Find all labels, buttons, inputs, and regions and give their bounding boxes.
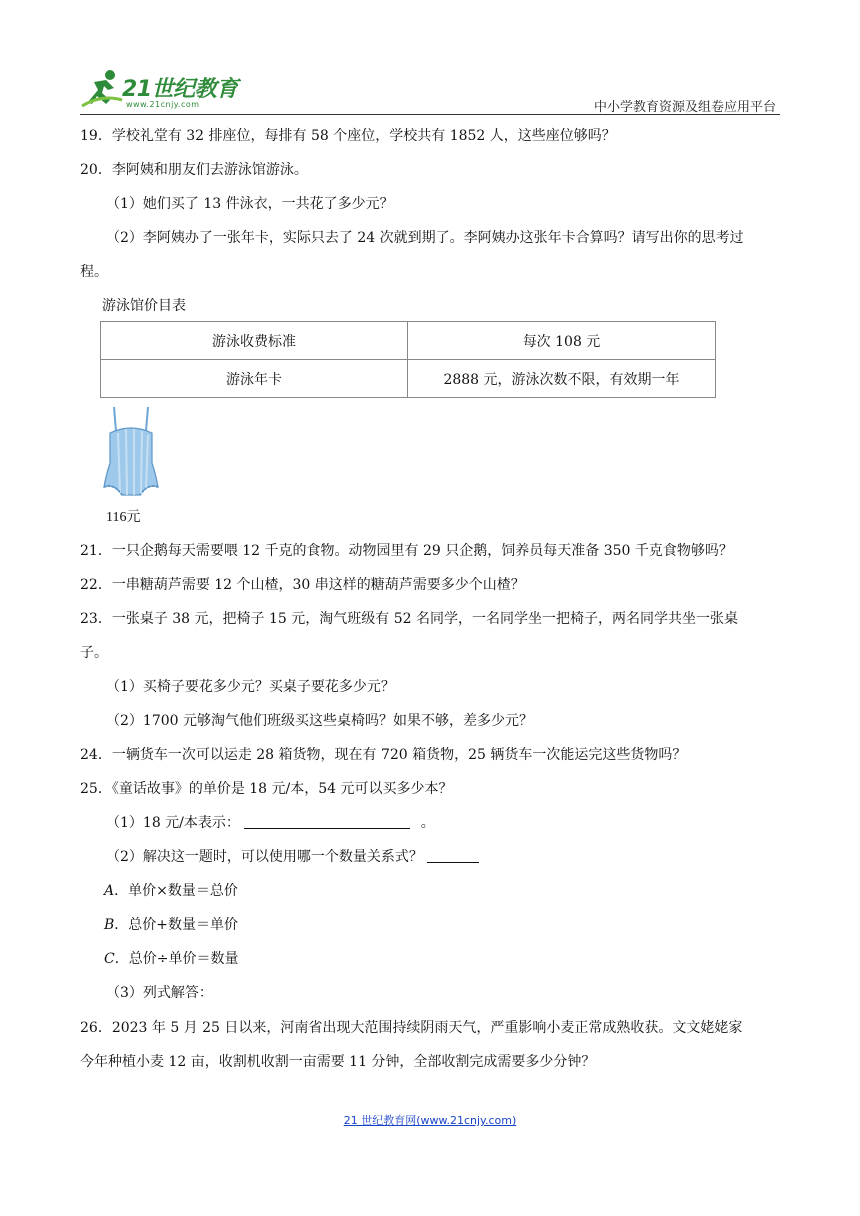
page-header	[80, 66, 780, 116]
table-cell: 游泳收费标准	[101, 322, 408, 360]
question-19: 19．学校礼堂有 32 排座位，每排有 58 个座位，学校共有 1852 人，这些座位够吗？	[80, 128, 616, 144]
option-c-letter: C	[104, 951, 115, 967]
option-b-letter: B	[104, 917, 115, 933]
answer-blank[interactable]	[244, 814, 410, 829]
answer-blank[interactable]	[427, 848, 479, 863]
table-caption: 游泳馆价目表	[102, 298, 186, 314]
table-row	[101, 322, 716, 360]
question-23-part-2: （2）1700 元够淘气他们班级买这些桌椅吗？如果不够，差多少元？	[106, 713, 533, 729]
option-a-text: ．单价×数量＝总价	[114, 883, 238, 899]
question-25-part-1-end: 。	[420, 815, 435, 831]
question-25-part-3: （3）列式解答：	[106, 985, 213, 1001]
option-a-letter: A	[104, 883, 115, 899]
option-c	[104, 949, 238, 969]
table-cell: 每次 108 元	[408, 322, 716, 360]
question-20-part-2: （2）李阿姨办了一张年卡，实际只去了 24 次就到期了。李阿姨办这张年卡合算吗？请写出你的思考过	[106, 230, 744, 246]
question-25-part-2-text: （2）解决这一题时，可以使用哪一个数量关系式？	[106, 849, 423, 865]
footer-link[interactable]: 21 世纪教育网(www.21cnjy.com)	[343, 1114, 517, 1127]
question-20-part-1: （1）她们买了 13 件泳衣，一共花了多少元？	[106, 196, 394, 212]
question-26-continued: 今年种植小麦 12 亩，收割机收割一亩需要 11 分钟，全部收割完成需要多少分钟？	[80, 1054, 596, 1070]
swimsuit-image	[102, 405, 160, 501]
table-row	[101, 360, 716, 398]
question-23: 23．一张桌子 38 元，把椅子 15 元，淘气班级有 52 名同学，一名同学坐一把椅子，两名同学共坐一张桌	[80, 611, 738, 627]
logo	[80, 66, 280, 114]
runner-logo-icon	[80, 66, 124, 110]
table-cell: 游泳年卡	[101, 360, 408, 398]
table-cell: 2888 元，游泳次数不限，有效期一年	[408, 360, 716, 398]
option-a	[104, 881, 238, 901]
question-20: 20．李阿姨和朋友们去游泳馆游泳。	[80, 162, 308, 178]
question-20-part-2-continued: 程。	[80, 264, 108, 280]
logo-url: www.21cnjy.com	[126, 100, 200, 109]
platform-name: 中小学教育资源及组卷应用平台	[593, 100, 776, 115]
logo-title: 21世纪教育	[122, 77, 238, 102]
question-21: 21．一只企鹅每天需要喂 12 千克的食物。动物园里有 29 只企鹅，饲养员每天准备 350 千克食物够吗？	[80, 543, 733, 559]
question-25-part-1-text: （1）18 元/本表示：	[106, 815, 240, 831]
question-22: 22．一串糖葫芦需要 12 个山楂，30 串这样的糖葫芦需要多少个山楂？	[80, 577, 525, 593]
question-25: 25．《童话故事》的单价是 18 元/本，54 元可以买多少本？	[80, 781, 453, 797]
question-25-part-1	[106, 813, 435, 833]
price-table	[100, 321, 716, 398]
question-23-continued: 子。	[80, 645, 108, 661]
header-divider	[80, 114, 780, 115]
question-23-part-1: （1）买椅子要花多少元？买桌子要花多少元？	[106, 679, 395, 695]
question-26: 26．2023 年 5 月 25 日以来，河南省出现大范围持续阴雨天气，严重影响小麦正常成熟收获。文文姥姥家	[80, 1020, 743, 1036]
option-c-text: ．总价÷单价＝数量	[114, 951, 239, 967]
option-b-text: ．总价+数量＝单价	[114, 917, 239, 933]
question-25-part-2	[106, 847, 479, 867]
swimsuit-price: 116元	[106, 510, 141, 525]
page-footer	[0, 1112, 860, 1128]
question-24: 24．一辆货车一次可以运走 28 箱货物，现在有 720 箱货物，25 辆货车一次能运完这些货物吗？	[80, 747, 687, 763]
option-b	[104, 915, 238, 935]
